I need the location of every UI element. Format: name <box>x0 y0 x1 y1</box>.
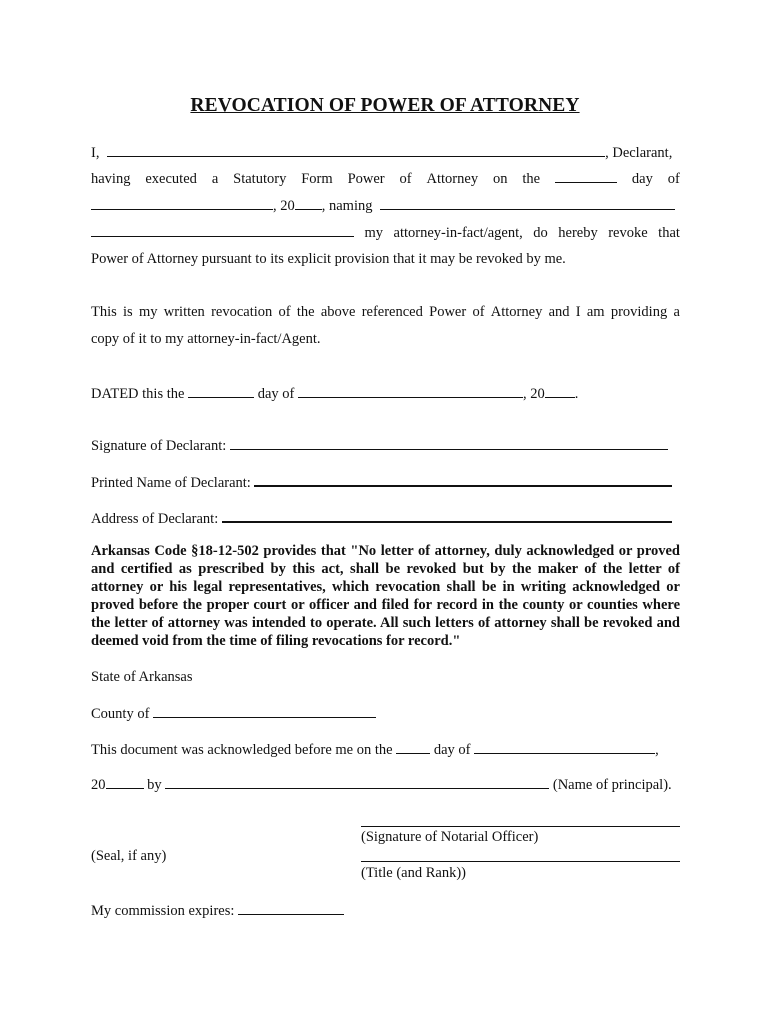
address-row <box>91 510 672 527</box>
agent-name-continued-blank[interactable] <box>91 225 354 237</box>
copy-to-agent-text: copy of it to my attorney-in-fact/Agent. <box>91 331 321 347</box>
document-title: REVOCATION OF POWER OF ATTORNEY <box>190 95 580 116</box>
executed-line <box>91 171 680 187</box>
revoke-word: my <box>364 225 384 241</box>
revoke-word: that <box>658 225 680 241</box>
executed-word: of <box>667 171 680 187</box>
ack-year-blank[interactable] <box>106 777 144 789</box>
executed-word: Form <box>301 171 333 187</box>
principal-row: 20 by (Name of principal). <box>91 777 672 793</box>
revocation-word: is <box>123 304 133 320</box>
revocation-word: providing <box>610 304 668 320</box>
ack-month-blank[interactable] <box>474 742 655 754</box>
signature-label: Signature of Declarant: <box>91 438 227 454</box>
dated-month-blank[interactable] <box>298 386 523 398</box>
execution-year-blank[interactable] <box>295 198 322 210</box>
commission-label: My commission expires: <box>91 903 235 919</box>
executed-word: the <box>522 171 541 187</box>
revocation-word: referenced <box>361 304 423 320</box>
revocation-word: am <box>586 304 605 320</box>
executed-word: Power <box>347 171 385 187</box>
revocation-word: my <box>138 304 158 320</box>
notary-signature-line[interactable] <box>361 826 680 827</box>
dated-day-blank[interactable] <box>188 386 254 398</box>
printed-name-label: Printed Name of Declarant: <box>91 475 251 491</box>
revoke-word: hereby <box>558 225 598 241</box>
revocation-provision-text: Power of Attorney pursuant to its explicit provision that it may be revoked by me. <box>91 251 566 267</box>
agent-name-blank[interactable] <box>380 198 675 210</box>
revoke-word: attorney-in-fact/agent, <box>393 225 523 241</box>
revocation-word: and <box>548 304 570 320</box>
revocation-word: of <box>278 304 291 320</box>
statute-paragraph: Arkansas Code §18-12-502 provides that "No letter of attorney, duly acknowledged or proved and certified as prescribed by this act, shall be revoked but by the maker of the letter of attorney or his legal representatives, which revocation shall be in writing acknowledged or proved before the proper court or officer and filed for record in the county or counties where the letter of attorney was intended to operate. All such letters of attorney shall be revoked and deemed void from the time of filing revocations for record." <box>91 543 680 649</box>
principal-name-blank[interactable] <box>165 777 549 789</box>
revocation-word: This <box>91 304 117 320</box>
revocation-word: I <box>575 304 581 320</box>
naming-line <box>91 198 675 214</box>
year-prefix: , 20 <box>273 198 295 214</box>
revoke-word: revoke <box>608 225 648 241</box>
declarant-name-blank[interactable] <box>107 145 605 157</box>
address-label: Address of Declarant: <box>91 511 219 527</box>
county-row <box>91 706 376 722</box>
revocation-word: the <box>296 304 315 320</box>
title-rank-label: (Title (and Rank)) <box>361 865 466 881</box>
declarant-line <box>91 145 672 161</box>
executed-word: of <box>399 171 412 187</box>
signature-blank[interactable] <box>230 438 668 450</box>
commission-row <box>91 903 344 919</box>
revocation-word: revocation <box>211 304 273 320</box>
dated-year-blank[interactable] <box>545 386 575 398</box>
revocation-word: Power <box>429 304 467 320</box>
executed-word: day <box>631 171 653 187</box>
revoke-line <box>91 225 680 241</box>
county-label: County of <box>91 706 150 722</box>
executed-word: Attorney <box>426 171 479 187</box>
seal-label: (Seal, if any) <box>91 848 167 864</box>
signature-row <box>91 438 668 454</box>
declarant-prefix: I, <box>91 145 100 161</box>
execution-day-blank[interactable] <box>555 171 617 183</box>
notary-signature-label: (Signature of Notarial Officer) <box>361 829 539 845</box>
executed-word: on <box>492 171 508 187</box>
executed-word: Statutory <box>233 171 287 187</box>
address-blank[interactable] <box>222 510 672 523</box>
executed-word: a <box>211 171 219 187</box>
dated-line: DATED this the day of , 20 . <box>91 386 579 402</box>
revocation-word: written <box>163 304 205 320</box>
commission-expires-blank[interactable] <box>238 903 344 915</box>
printed-name-blank[interactable] <box>254 474 672 487</box>
printed-name-row <box>91 474 672 491</box>
county-blank[interactable] <box>153 706 376 718</box>
execution-date-blank[interactable] <box>91 198 273 210</box>
naming-label: , naming <box>321 198 373 214</box>
title-rank-line[interactable] <box>361 861 680 862</box>
revocation-word: of <box>472 304 485 320</box>
declarant-suffix: , Declarant, <box>605 145 673 161</box>
revocation-word: a <box>673 304 680 320</box>
acknowledged-row: This document was acknowledged before me on the day of , <box>91 742 659 758</box>
revocation-word: Attorney <box>490 304 543 320</box>
written-revocation-line <box>91 305 680 320</box>
executed-word: executed <box>145 171 197 187</box>
state-text: State of Arkansas <box>91 669 193 685</box>
executed-word: having <box>91 171 131 187</box>
revoke-word: do <box>533 225 548 241</box>
revocation-word: above <box>320 304 356 320</box>
ack-day-blank[interactable] <box>396 742 430 754</box>
